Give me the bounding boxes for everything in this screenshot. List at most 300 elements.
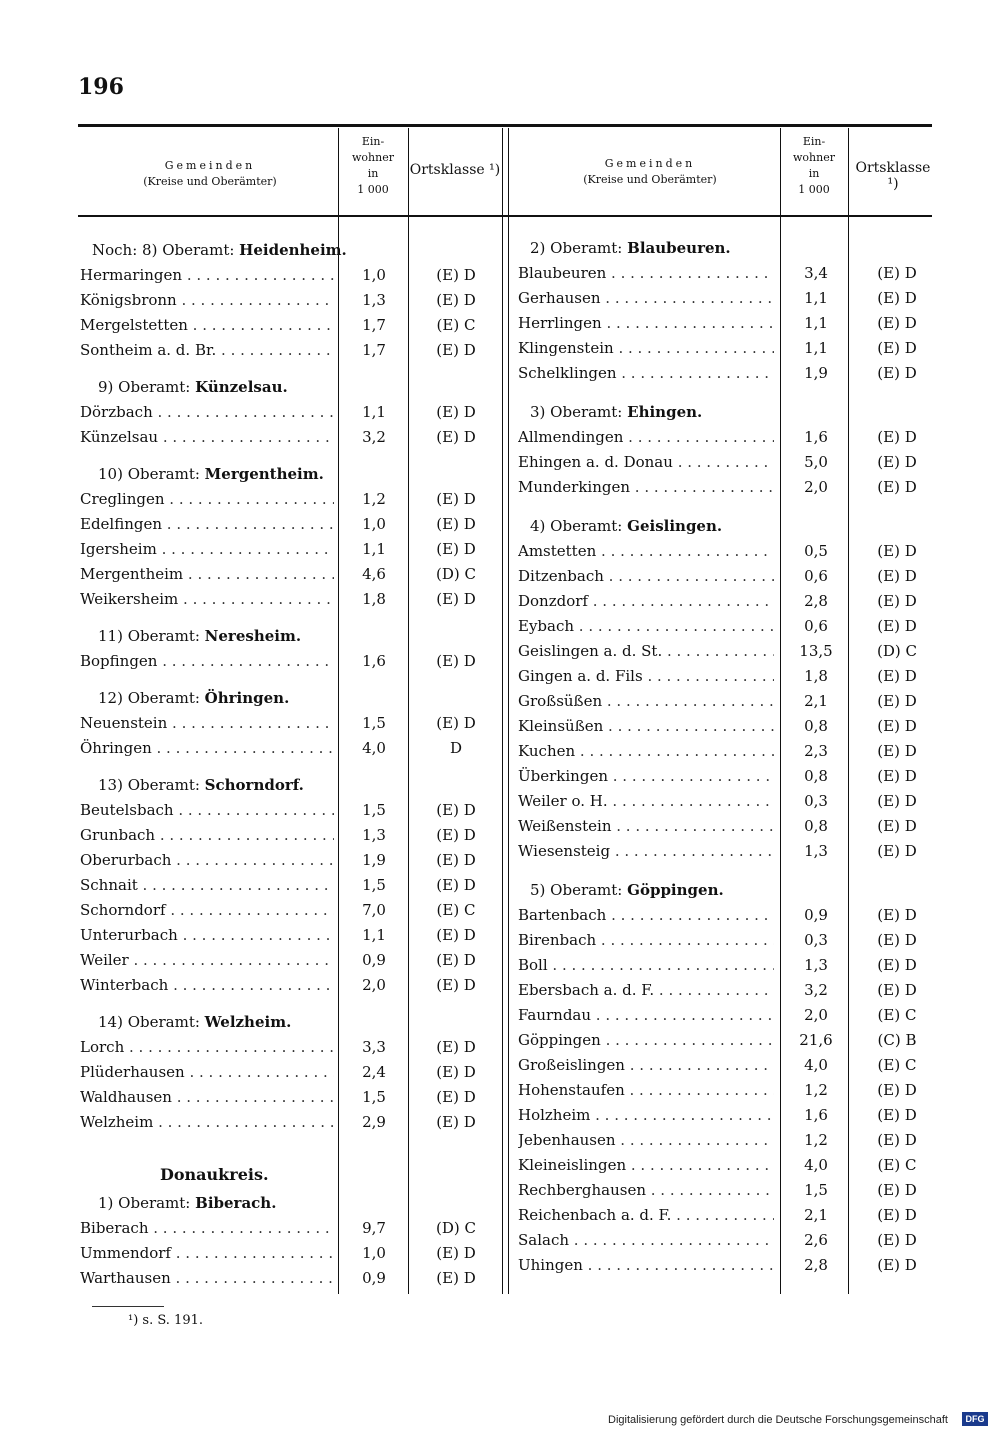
ortsklasse-value: (E) D	[877, 314, 917, 332]
population-value: 2,9	[362, 1113, 386, 1131]
ortsklasse-value: D	[449, 739, 463, 757]
table-row	[518, 311, 942, 335]
municipality-name: Großeislingen . . .	[518, 1053, 774, 1077]
municipality-name: Weißenstein . . .	[518, 814, 774, 838]
population-value: 0,8	[804, 717, 828, 735]
ortsklasse-value: (E) D	[436, 540, 476, 558]
ortsklasse-value: (E) D	[877, 667, 917, 685]
municipality-name: Herrlingen . . .	[518, 311, 774, 335]
table-row	[80, 848, 502, 872]
table-row	[80, 487, 502, 511]
municipality-name: Klingenstein . . .	[518, 336, 774, 360]
municipality-name: Amstetten . . .	[518, 539, 774, 563]
header-gemeinden-left: Gemeinden (Kreise und Oberämter)	[143, 159, 277, 188]
population-value: 0,6	[804, 617, 828, 635]
ortsklasse-value: (E) C	[877, 1156, 917, 1174]
population-value: 2,0	[362, 976, 386, 994]
header-einwohner-right: Ein- wohner in 1 000	[793, 135, 835, 196]
ortsklasse-value: (E) D	[436, 976, 476, 994]
table-row	[80, 313, 502, 337]
table-row	[80, 923, 502, 947]
ortsklasse-value: (E) D	[436, 1038, 476, 1056]
table-row	[80, 537, 502, 561]
population-value: 2,0	[804, 478, 828, 496]
table-row	[518, 614, 942, 638]
ortsklasse-value: (E) D	[877, 767, 917, 785]
table-row	[518, 1128, 942, 1152]
ortsklasse-value: (E) D	[877, 289, 917, 307]
ortsklasse-value: (E) D	[877, 742, 917, 760]
footnote: ¹) s. S. 191.	[128, 1313, 204, 1328]
ortsklasse-value: (E) D	[436, 1088, 476, 1106]
section-title	[530, 236, 731, 260]
population-value: 2,4	[362, 1063, 386, 1081]
table-row	[518, 1253, 942, 1277]
municipality-name: Gerhausen . . .	[518, 286, 774, 310]
population-value: 1,2	[362, 490, 386, 508]
ortsklasse-value: (C) B	[877, 1031, 917, 1049]
section-title-prefix: 12) Oberamt:	[98, 689, 205, 707]
table-row	[518, 689, 942, 713]
table-row	[80, 948, 502, 972]
population-value: 0,3	[804, 792, 828, 810]
population-value: 9,7	[362, 1219, 386, 1237]
population-value: 2,0	[804, 1006, 828, 1024]
section-title-name: Ehingen.	[627, 403, 703, 421]
table-row	[80, 1110, 502, 1134]
section-title	[92, 238, 347, 262]
table-row	[518, 564, 942, 588]
population-value: 0,9	[804, 906, 828, 924]
population-value: 0,8	[804, 817, 828, 835]
table-row	[80, 711, 502, 735]
table-row	[518, 1153, 942, 1177]
municipality-name: Gingen a. d. Fils . . .	[518, 664, 774, 688]
table-row	[518, 1178, 942, 1202]
population-value: 3,3	[362, 1038, 386, 1056]
municipality-name: Sontheim a. d. Br. . . .	[80, 338, 334, 362]
section-title-prefix: 3) Oberamt:	[530, 403, 628, 421]
section-title	[98, 462, 324, 486]
municipality-name: Welzheim . . .	[80, 1110, 334, 1134]
population-value: 1,5	[804, 1181, 828, 1199]
table-row	[518, 639, 942, 663]
table-row	[80, 562, 502, 586]
municipality-name: Winterbach . . .	[80, 973, 334, 997]
population-value: 2,1	[804, 692, 828, 710]
population-value: 7,0	[362, 901, 386, 919]
municipality-name: Schnait . . .	[80, 873, 334, 897]
ortsklasse-value: (E) D	[877, 567, 917, 585]
population-value: 0,3	[804, 931, 828, 949]
population-value: 1,1	[804, 289, 828, 307]
population-value: 1,8	[804, 667, 828, 685]
municipality-name: Eybach . . .	[518, 614, 774, 638]
table-row	[518, 450, 942, 474]
section-title	[530, 878, 724, 902]
table-row	[518, 664, 942, 688]
municipality-name: Warthausen . . .	[80, 1266, 334, 1290]
table-row	[80, 587, 502, 611]
ortsklasse-value: (E) D	[877, 339, 917, 357]
ortsklasse-value: (E) D	[877, 906, 917, 924]
section-title	[530, 514, 722, 538]
ortsklasse-value: (E) D	[877, 692, 917, 710]
section-title-name: Neresheim.	[204, 627, 302, 645]
municipality-name: Biberach . . .	[80, 1216, 334, 1240]
population-value: 2,3	[804, 742, 828, 760]
table-row	[80, 512, 502, 536]
population-value: 0,9	[362, 1269, 386, 1287]
population-value: 1,7	[362, 316, 386, 334]
population-value: 1,3	[362, 826, 386, 844]
municipality-name: Wiesensteig . . .	[518, 839, 774, 863]
ortsklasse-value: (E) D	[877, 1256, 917, 1274]
section-title-name: Biberach.	[195, 1194, 277, 1212]
table-row	[518, 475, 942, 499]
ortsklasse-value: (E) D	[436, 428, 476, 446]
ortsklasse-value: (E) D	[436, 652, 476, 670]
municipality-name: Hohenstaufen . . .	[518, 1078, 774, 1102]
population-value: 1,2	[804, 1131, 828, 1149]
municipality-name: Ditzenbach . . .	[518, 564, 774, 588]
ortsklasse-value: (E) D	[436, 951, 476, 969]
table-row	[80, 1241, 502, 1265]
table-row	[80, 1266, 502, 1290]
population-value: 1,5	[362, 876, 386, 894]
population-value: 1,0	[362, 1244, 386, 1262]
table-row	[80, 873, 502, 897]
table-row	[80, 263, 502, 287]
population-value: 2,8	[804, 592, 828, 610]
ortsklasse-value: (E) D	[436, 341, 476, 359]
population-value: 1,9	[362, 851, 386, 869]
population-value: 1,1	[362, 403, 386, 421]
section-title-name: Künzelsau.	[195, 378, 288, 396]
municipality-name: Kleinsüßen . . .	[518, 714, 774, 738]
municipality-name: Creglingen . . .	[80, 487, 334, 511]
table-row	[80, 898, 502, 922]
ortsklasse-value: (D) C	[436, 565, 476, 583]
population-value: 1,6	[362, 652, 386, 670]
population-value: 1,3	[804, 842, 828, 860]
municipality-name: Dörzbach . . .	[80, 400, 334, 424]
table-row	[80, 736, 502, 760]
table-row	[518, 1003, 942, 1027]
section-title-prefix: 5) Oberamt:	[530, 881, 628, 899]
municipality-name: Lorch . . .	[80, 1035, 334, 1059]
municipality-name: Mergelstetten . . .	[80, 313, 334, 337]
population-value: 4,0	[804, 1156, 828, 1174]
municipality-name: Igersheim . . .	[80, 537, 334, 561]
ortsklasse-value: (E) D	[436, 876, 476, 894]
population-value: 1,0	[362, 266, 386, 284]
ortsklasse-value: (E) D	[877, 1131, 917, 1149]
population-value: 5,0	[804, 453, 828, 471]
table-row	[518, 589, 942, 613]
municipality-name: Allmendingen . . .	[518, 425, 774, 449]
table-row	[518, 764, 942, 788]
ortsklasse-value: (E) D	[877, 981, 917, 999]
table-row	[518, 1053, 942, 1077]
section-title-prefix: 10) Oberamt:	[98, 465, 205, 483]
footnote-rule	[92, 1306, 164, 1307]
population-value: 2,1	[804, 1206, 828, 1224]
municipality-name: Birenbach . . .	[518, 928, 774, 952]
ortsklasse-value: (E) D	[877, 931, 917, 949]
municipality-name: Königsbronn . . .	[80, 288, 334, 312]
section-title-name: Welzheim.	[204, 1013, 292, 1031]
municipality-name: Geislingen a. d. St. . . .	[518, 639, 774, 663]
table-row	[518, 261, 942, 285]
municipality-name: Munderkingen . . .	[518, 475, 774, 499]
municipality-name: Hermaringen . . .	[80, 263, 334, 287]
section-title-prefix: 9) Oberamt:	[98, 378, 196, 396]
population-value: 0,8	[804, 767, 828, 785]
section-title	[530, 400, 702, 424]
ortsklasse-value: (E) D	[877, 478, 917, 496]
ortsklasse-value: (E) D	[436, 291, 476, 309]
section-title-name: Geislingen.	[627, 517, 723, 535]
table-row	[80, 798, 502, 822]
population-value: 4,6	[362, 565, 386, 583]
section-title-prefix: Noch: 8) Oberamt:	[92, 241, 240, 259]
municipality-name: Uhingen . . .	[518, 1253, 774, 1277]
table-row	[518, 1228, 942, 1252]
municipality-name: Ehingen a. d. Donau . . .	[518, 450, 774, 474]
population-value: 1,2	[804, 1081, 828, 1099]
table-row	[80, 823, 502, 847]
ortsklasse-value: (E) D	[877, 842, 917, 860]
header-einwohner-left: Ein- wohner in 1 000	[352, 135, 394, 196]
ortsklasse-value: (E) C	[877, 1056, 917, 1074]
municipality-name: Ummendorf . . .	[80, 1241, 334, 1265]
section-title	[98, 375, 288, 399]
table-row	[518, 1203, 942, 1227]
population-value: 0,6	[804, 567, 828, 585]
ortsklasse-value: (E) D	[877, 817, 917, 835]
table-row	[80, 1060, 502, 1084]
section-title	[98, 1010, 291, 1034]
section-title	[98, 773, 304, 797]
municipality-name: Weikersheim . . .	[80, 587, 334, 611]
ortsklasse-value: (E) D	[877, 956, 917, 974]
table-row	[518, 336, 942, 360]
section-title	[98, 1191, 276, 1215]
municipality-name: Oberurbach . . .	[80, 848, 334, 872]
population-value: 1,9	[804, 364, 828, 382]
municipality-name: Weiler o. H. . . .	[518, 789, 774, 813]
municipality-name: Göppingen . . .	[518, 1028, 774, 1052]
table-row	[80, 425, 502, 449]
header-ortsklasse-right: Ortsklasse ¹)	[855, 160, 931, 192]
table-row	[518, 789, 942, 813]
population-value: 21,6	[799, 1031, 833, 1049]
municipality-name: Großsüßen . . .	[518, 689, 774, 713]
population-value: 1,1	[804, 339, 828, 357]
ortsklasse-value: (E) C	[877, 1006, 917, 1024]
ortsklasse-value: (E) D	[436, 851, 476, 869]
population-value: 1,3	[804, 956, 828, 974]
population-value: 1,5	[362, 1088, 386, 1106]
section-title	[98, 624, 301, 648]
ortsklasse-value: (E) D	[877, 592, 917, 610]
ortsklasse-value: (E) D	[436, 1113, 476, 1131]
ortsklasse-value: (E) D	[877, 364, 917, 382]
donaukreis-title: Donaukreis.	[160, 1165, 269, 1184]
ortsklasse-value: (E) C	[436, 901, 476, 919]
population-value: 3,2	[804, 981, 828, 999]
table-row	[518, 839, 942, 863]
municipality-name: Mergentheim . . .	[80, 562, 334, 586]
section-title-prefix: 14) Oberamt:	[98, 1013, 205, 1031]
page-number: 196	[78, 74, 124, 100]
ortsklasse-value: (D) C	[436, 1219, 476, 1237]
table-row	[518, 361, 942, 385]
ortsklasse-value: (E) D	[436, 1269, 476, 1287]
header-ortsklasse-left: Ortsklasse ¹)	[409, 162, 501, 178]
municipality-name: Boll . . .	[518, 953, 774, 977]
municipality-name: Beutelsbach . . .	[80, 798, 334, 822]
section-title-prefix: 4) Oberamt:	[530, 517, 628, 535]
table-row	[518, 739, 942, 763]
municipality-name: Künzelsau . . .	[80, 425, 334, 449]
municipality-name: Grunbach . . .	[80, 823, 334, 847]
ortsklasse-value: (E) D	[436, 490, 476, 508]
ortsklasse-value: (E) D	[436, 1244, 476, 1262]
table-row	[80, 973, 502, 997]
ortsklasse-value: (E) C	[436, 316, 476, 334]
ortsklasse-value: (E) D	[436, 1063, 476, 1081]
table-row	[80, 1035, 502, 1059]
ortsklasse-value: (E) D	[877, 453, 917, 471]
municipality-name: Donzdorf . . .	[518, 589, 774, 613]
population-value: 1,6	[804, 428, 828, 446]
municipality-name: Bopfingen . . .	[80, 649, 334, 673]
section-title-name: Schorndorf.	[204, 776, 304, 794]
population-value: 0,5	[804, 542, 828, 560]
population-value: 1,7	[362, 341, 386, 359]
population-value: 1,5	[362, 801, 386, 819]
table-row	[80, 400, 502, 424]
population-value: 4,0	[362, 739, 386, 757]
municipality-name: Reichenbach a. d. F. . . .	[518, 1203, 774, 1227]
dfg-logo-icon: DFG	[962, 1412, 988, 1426]
table-row	[518, 928, 942, 952]
ortsklasse-value: (E) D	[436, 714, 476, 732]
table-row	[518, 814, 942, 838]
ortsklasse-value: (E) D	[877, 1081, 917, 1099]
section-title-name: Göppingen.	[627, 881, 724, 899]
column-double-line	[502, 128, 509, 1294]
ortsklasse-value: (E) D	[436, 266, 476, 284]
section-title-prefix: 11) Oberamt:	[98, 627, 205, 645]
municipality-name: Rechberghausen . . .	[518, 1178, 774, 1202]
ortsklasse-value: (E) D	[436, 590, 476, 608]
table-row	[80, 1085, 502, 1109]
municipality-name: Ebersbach a. d. F. . . .	[518, 978, 774, 1002]
table-row	[518, 286, 942, 310]
municipality-name: Unterurbach . . .	[80, 923, 334, 947]
table-row	[518, 425, 942, 449]
municipality-name: Kleineislingen . . .	[518, 1153, 774, 1177]
municipality-name: Überkingen . . .	[518, 764, 774, 788]
municipality-name: Öhringen . . .	[80, 736, 334, 760]
municipality-name: Jebenhausen . . .	[518, 1128, 774, 1152]
ortsklasse-value: (E) D	[436, 515, 476, 533]
population-value: 1,0	[362, 515, 386, 533]
population-value: 1,5	[362, 714, 386, 732]
ortsklasse-value: (E) D	[877, 1106, 917, 1124]
municipality-name: Schorndorf . . .	[80, 898, 334, 922]
population-value: 1,3	[362, 291, 386, 309]
population-value: 13,5	[799, 642, 833, 660]
table-row	[518, 1078, 942, 1102]
municipality-name: Holzheim . . .	[518, 1103, 774, 1127]
municipality-name: Waldhausen . . .	[80, 1085, 334, 1109]
population-value: 3,4	[804, 264, 828, 282]
population-value: 1,1	[362, 540, 386, 558]
ortsklasse-value: (E) D	[877, 617, 917, 635]
table-row	[518, 903, 942, 927]
ortsklasse-value: (E) D	[877, 1231, 917, 1249]
municipality-name: Weiler . . .	[80, 948, 334, 972]
table-row	[80, 338, 502, 362]
municipality-name: Salach . . .	[518, 1228, 774, 1252]
ortsklasse-value: (D) C	[877, 642, 917, 660]
section-title-prefix: 13) Oberamt:	[98, 776, 205, 794]
ortsklasse-value: (E) D	[877, 542, 917, 560]
ortsklasse-value: (E) D	[877, 717, 917, 735]
population-value: 2,6	[804, 1231, 828, 1249]
section-title-name: Blaubeuren.	[627, 239, 731, 257]
population-value: 0,9	[362, 951, 386, 969]
ortsklasse-value: (E) D	[877, 1181, 917, 1199]
table-row	[80, 1216, 502, 1240]
municipality-name: Schelklingen . . .	[518, 361, 774, 385]
table-row	[80, 288, 502, 312]
population-value: 4,0	[804, 1056, 828, 1074]
population-value: 2,8	[804, 1256, 828, 1274]
population-value: 1,1	[362, 926, 386, 944]
digitization-credit: Digitalisierung gefördert durch die Deutsche Forschungsgemeinschaft	[608, 1414, 948, 1426]
section-title-prefix: 1) Oberamt:	[98, 1194, 196, 1212]
population-value: 1,1	[804, 314, 828, 332]
section-title-name: Mergentheim.	[204, 465, 324, 483]
municipality-name: Plüderhausen . . .	[80, 1060, 334, 1084]
table-row	[518, 953, 942, 977]
municipality-name: Neuenstein . . .	[80, 711, 334, 735]
table-row	[518, 539, 942, 563]
header-gemeinden-right: Gemeinden (Kreise und Oberämter)	[583, 157, 717, 186]
municipality-name: Blaubeuren . . .	[518, 261, 774, 285]
population-value: 1,6	[804, 1106, 828, 1124]
municipality-name: Kuchen . . .	[518, 739, 774, 763]
population-value: 1,8	[362, 590, 386, 608]
municipality-name: Edelfingen . . .	[80, 512, 334, 536]
table-row	[518, 1103, 942, 1127]
ortsklasse-value: (E) D	[436, 403, 476, 421]
section-title-prefix: 2) Oberamt:	[530, 239, 628, 257]
ortsklasse-value: (E) D	[877, 1206, 917, 1224]
municipality-name: Bartenbach . . .	[518, 903, 774, 927]
table-row	[518, 978, 942, 1002]
top-rule	[78, 124, 932, 127]
ortsklasse-value: (E) D	[877, 428, 917, 446]
municipality-name: Faurndau . . .	[518, 1003, 774, 1027]
section-title-name: Öhringen.	[204, 689, 290, 707]
ortsklasse-value: (E) D	[436, 801, 476, 819]
